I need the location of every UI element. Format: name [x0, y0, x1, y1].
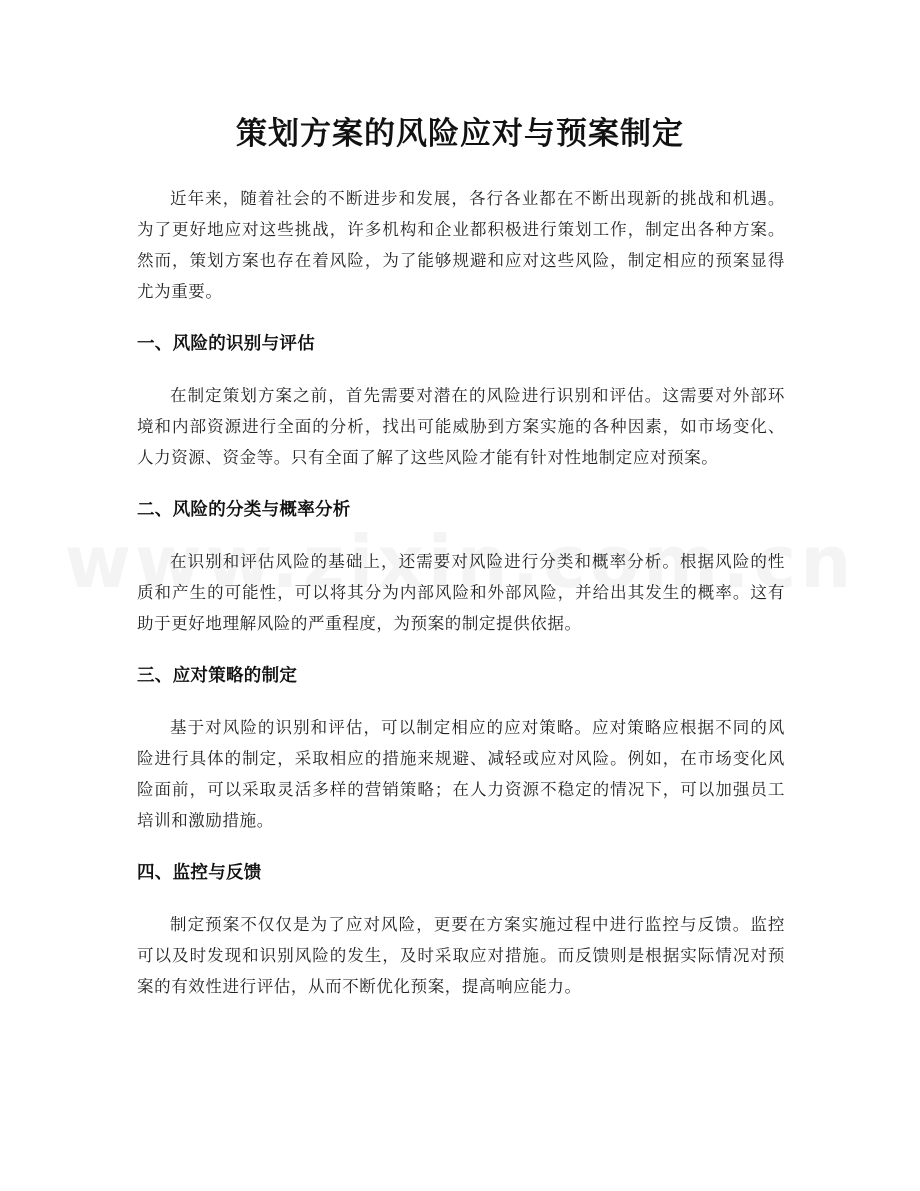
section-2-paragraph: 在识别和评估风险的基础上，还需要对风险进行分类和概率分析。根据风险的性质和产生的可能性，可以将其分为内部风险和外部风险，并给出其发生的概率。这有助于更好地理解风险的严重程度，为预案的制定提供依据。 — [137, 552, 785, 633]
section-3-heading: 三、应对策略的制定 — [137, 666, 298, 686]
section-1-heading: 一、风险的识别与评估 — [137, 334, 315, 354]
section-4-paragraph: 制定预案不仅仅是为了应对风险，更要在方案实施过程中进行监控与反馈。监控可以及时发现和识别风险的发生，及时采取应对措施。而反馈则是根据实际情况对预案的有效性进行评估，从而不断优化预案，提高响应能力。 — [137, 915, 785, 996]
section-1-paragraph: 在制定策划方案之前，首先需要对潜在的风险进行识别和评估。这需要对外部环境和内部资源进行全面的分析，找出可能威胁到方案实施的各种因素，如市场变化、人力资源、资金等。只有全面了解了这些风险才能有针对性地制定应对预案。 — [137, 386, 785, 467]
document-body — [137, 183, 785, 1002]
section-2-heading: 二、风险的分类与概率分析 — [137, 500, 351, 520]
section-4-heading: 四、监控与反馈 — [137, 863, 262, 883]
intro-paragraph: 近年来，随着社会的不断进步和发展，各行各业都在不断出现新的挑战和机遇。为了更好地应对这些挑战，许多机构和企业都积极进行策划工作，制定出各种方案。然而，策划方案也存在着风险，为了能够规避和应对这些风险，制定相应的预案显得尤为重要。 — [137, 189, 785, 301]
document-title: 策划方案的风险应对与预案制定 — [236, 116, 684, 152]
section-3-paragraph: 基于对风险的识别和评估，可以制定相应的应对策略。应对策略应根据不同的风险进行具体的制定，采取相应的措施来规避、减轻或应对风险。例如，在市场变化风险面前，可以采取灵活多样的营销策略；在人力资源不稳定的情况下，可以加强员工培训和激励措施。 — [137, 718, 785, 830]
